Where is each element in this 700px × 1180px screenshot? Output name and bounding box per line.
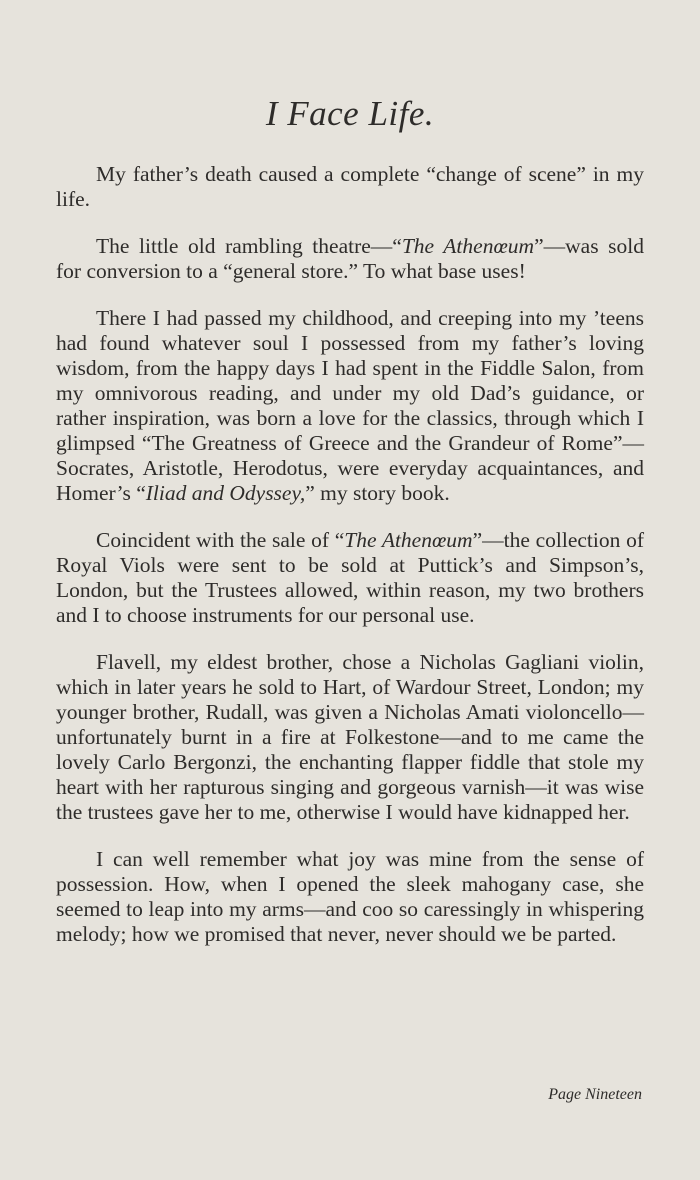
text-run: Flavell, my eldest brother, chose a Nicholas Gagliani violin, which in later years he sold to Hart, of Wardour Street, London; my younger brother, Rudall, was given a Nicholas Amati violoncello—unfortunately burnt in a fire at Folkestone—and to me came the lovely Carlo Bergonzi, the enchanting flapper fiddle that stole my heart with her rapturous singing and gorgeous varnish—it was wise the trustees gave her to me, otherwise I would have kidnapped her. [56, 650, 644, 824]
paragraph [56, 234, 644, 284]
text-run: ”—the collection of Royal Viols were sent to be sold at Puttick’s and Simpson’s, London, but the Trustees allowed, within reason, my two brothers and I to choose instruments for our personal use. [56, 528, 644, 627]
page-number: Page Nineteen [548, 1086, 642, 1103]
text-run: The little old rambling theatre—“ [96, 234, 402, 258]
text-run: ”—was sold for conversion to a “general store.” To what base uses! [56, 234, 644, 283]
text-run: My father’s death caused a complete “change of scene” in my life. [56, 162, 644, 211]
text-run: ” my story book. [305, 481, 450, 505]
paragraph [56, 847, 644, 947]
italic-text: The Athenœum [344, 528, 473, 552]
paragraph [56, 650, 644, 825]
chapter-title: I Face Life. [265, 94, 435, 133]
paragraph [56, 306, 644, 506]
text-run: Coincident with the sale of “ [96, 528, 345, 552]
text-run: There I had passed my childhood, and creeping into my ’teens had found whatever soul I possessed from my father’s loving wisdom, from the happy days I had spent in the Fiddle Salon, from my omnivorous reading, and under my old Dad’s guidance, or rather inspiration, was born a love for the classics, through which I glimpsed “The Greatness of Greece and the Grandeur of Rome”—Socrates, Aristotle, Herodotus, were everyday acquaintances, and Homer’s “ [56, 306, 644, 505]
paragraph [56, 162, 644, 212]
italic-text: The Athenœum [401, 234, 535, 258]
paragraph [56, 528, 644, 628]
italic-text: Iliad and Odyssey, [145, 481, 306, 505]
text-run: I can well remember what joy was mine from the sense of possession. How, when I opened the sleek mahogany case, she seemed to leap into my arms—and coo so caressingly in whispering melody; how we promised that never, never should we be parted. [56, 847, 644, 946]
chapter-body [56, 162, 644, 947]
